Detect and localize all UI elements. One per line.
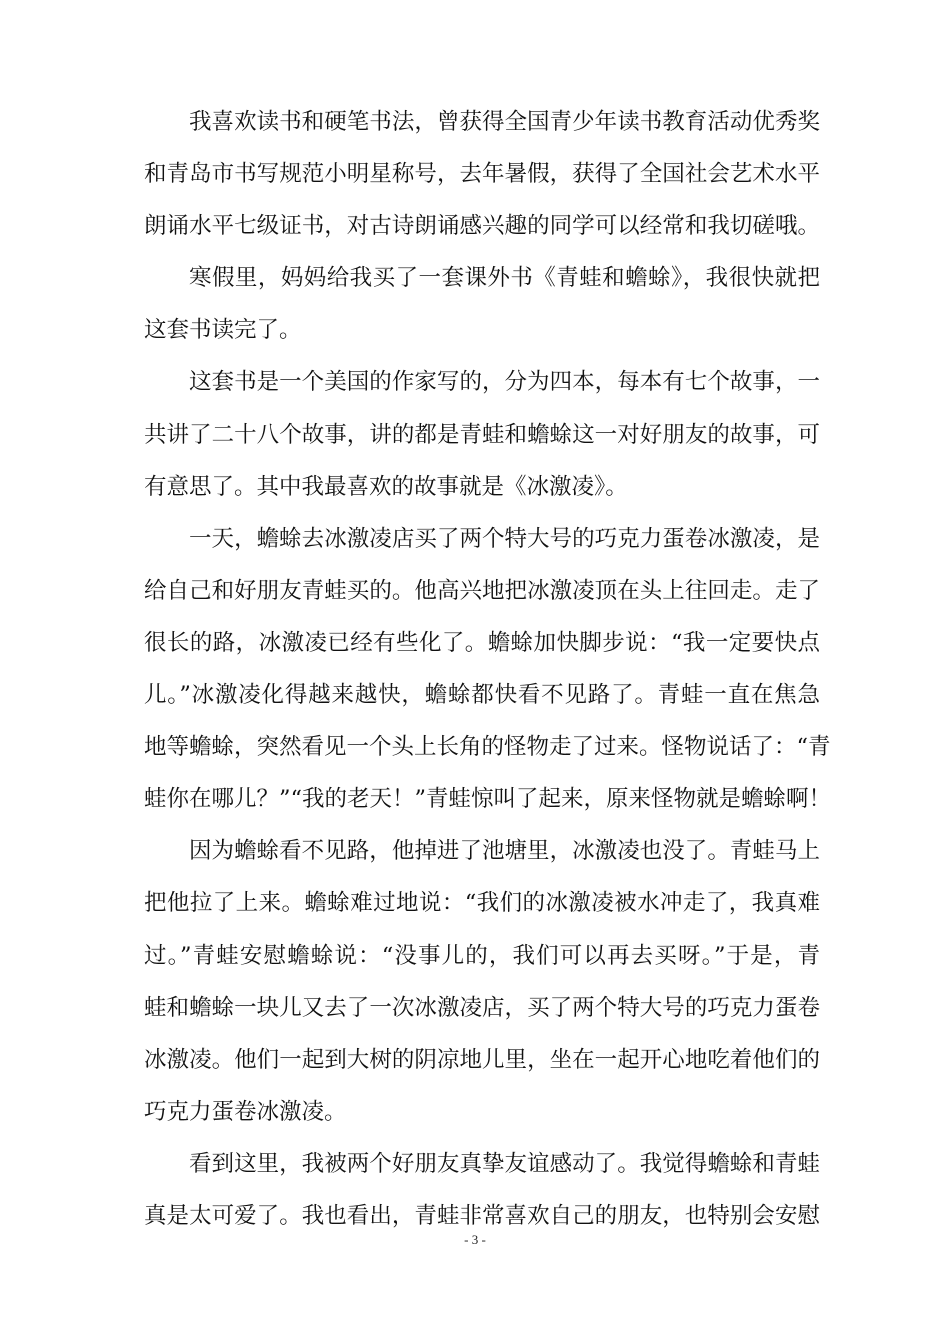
paragraph-line: 冰激凌。他们一起到大树的阴凉地儿里，坐在一起开心地吃着他们的: [144, 1046, 820, 1073]
page-number: - 3 -: [464, 1232, 486, 1247]
paragraph-line: 因为蟾蜍看不见路，他掉进了池塘里，冰激凌也没了。青蛙马上: [189, 838, 820, 865]
paragraph-line: 很长的路，冰激凌已经有些化了。蟾蜍加快脚步说：“我一定要快点: [144, 629, 820, 656]
paragraph-story-part-1: [144, 513, 832, 826]
paragraph-line: 给自己和好朋友青蛙买的。他高兴地把冰激凌顶在头上往回走。走了: [144, 577, 820, 604]
paragraph-winter-break: [144, 252, 820, 356]
paragraph-line: 儿。”冰激凌化得越来越快，蟾蜍都快看不见路了。青蛙一直在焦急: [144, 682, 820, 709]
paragraph-line: 一天，蟾蜍去冰激凌店买了两个特大号的巧克力蛋卷冰激凌，是: [189, 525, 820, 552]
paragraph-intro: [144, 96, 820, 252]
paragraph-line: 看到这里，我被两个好朋友真挚友谊感动了。我觉得蟾蜍和青蛙: [189, 1150, 820, 1177]
paragraph-line: 地等蟾蜍，突然看见一个头上长角的怪物走了过来。怪物说话了：“青: [144, 734, 831, 761]
paragraph-story-part-2: [144, 825, 820, 1138]
paragraph-line: 把他拉了上来。蟾蜍难过地说：“我们的冰激凌被水冲走了，我真难: [144, 890, 820, 917]
paragraph-reflection: [144, 1138, 820, 1242]
paragraph-line: 蛙你在哪儿？”“我的老天！”青蛙惊叫了起来，原来怪物就是蟾蜍啊！: [144, 786, 832, 813]
paragraph-line: 真是太可爱了。我也看出，青蛙非常喜欢自己的朋友，也特别会安慰: [144, 1202, 820, 1229]
paragraph-line: 蛙和蟾蜍一块儿又去了一次冰激凌店，买了两个特大号的巧克力蛋卷: [144, 994, 820, 1021]
paragraph-line: 这套书读完了。: [144, 317, 302, 344]
paragraph-line: 共讲了二十八个故事，讲的都是青蛙和蟾蜍这一对好朋友的故事，可: [144, 421, 820, 448]
paragraph-line: 我喜欢读书和硬笔书法，曾获得全国青少年读书教育活动优秀奖: [189, 109, 820, 135]
paragraph-book-series: [144, 356, 820, 512]
paragraph-line: 这套书是一个美国的作家写的，分为四本，每本有七个故事，一: [189, 369, 820, 396]
paragraph-line: 过。”青蛙安慰蟾蜍说：“没事儿的，我们可以再去买呀。”于是，青: [144, 942, 820, 969]
paragraph-line: 朗诵水平七级证书，对古诗朗诵感兴趣的同学可以经常和我切磋哦。: [144, 213, 820, 240]
paragraph-line: 巧克力蛋卷冰激凌。: [144, 1098, 347, 1125]
body-text: [144, 96, 832, 1242]
paragraph-line: 寒假里，妈妈给我买了一套课外书《青蛙和蟾蜍》，我很快就把: [189, 265, 820, 292]
paragraph-line: 有意思了。其中我最喜欢的故事就是《冰激凌》。: [144, 473, 628, 500]
paragraph-line: 和青岛市书写规范小明星称号，去年暑假，获得了全国社会艺术水平: [144, 161, 820, 188]
